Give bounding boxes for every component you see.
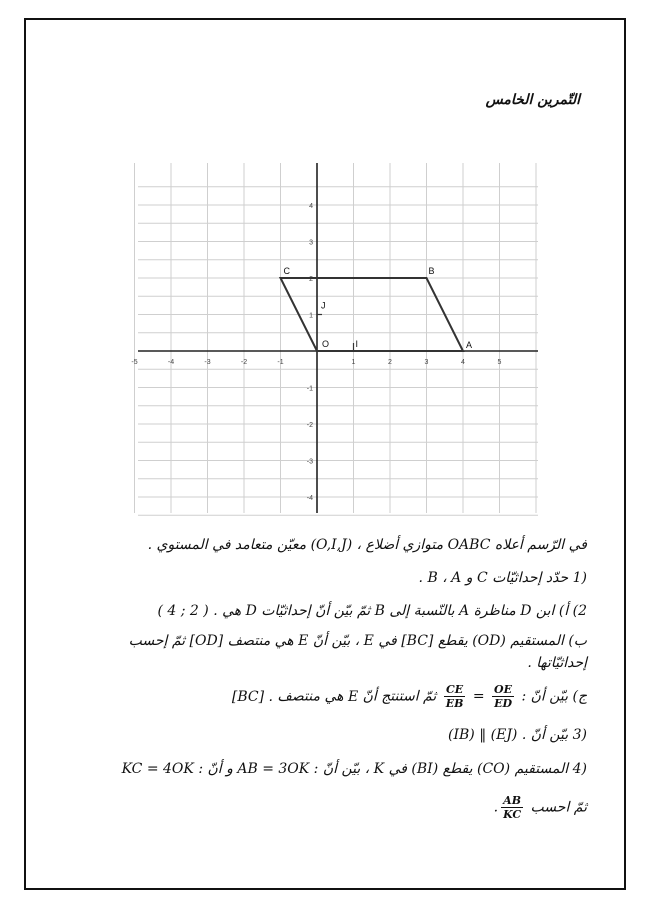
- question-4-ratio: ثمّ احسب $\frac{AB}{KC}$ .: [493, 794, 587, 821]
- fraction-denominator: EB: [445, 697, 464, 710]
- fraction-denominator: KC: [503, 808, 522, 821]
- q4-eq-1: AB = 3OK: [237, 761, 310, 777]
- question-2c: [232, 683, 587, 710]
- y-tick-label: -4: [306, 495, 313, 502]
- q4-bi: (BI): [411, 761, 439, 777]
- q2a-text-3: بالنّسبة إلى: [389, 603, 455, 619]
- x-tick-label: -1: [277, 359, 284, 366]
- fraction-ce-eb: [444, 683, 466, 710]
- q4-text-5: و أنّ :: [198, 761, 233, 777]
- q4-label: 4): [572, 761, 587, 777]
- q4-text-2: يقطع: [442, 761, 473, 777]
- q2c-text-1: بيّن أنّ :: [521, 688, 569, 705]
- q2c-text-2: ثمّ استنتج أنّ: [362, 688, 437, 705]
- q2a-a: A: [458, 603, 470, 619]
- q2c-bc: [BC] .: [231, 688, 273, 705]
- q1-points: C و B ، A .: [418, 570, 488, 586]
- q2b-text-2: يقطع: [437, 633, 468, 649]
- q2b-text-5: هي منتصف: [227, 633, 294, 649]
- q2a-b: B: [374, 603, 385, 619]
- q2b-e2: E: [298, 633, 309, 649]
- fraction-numerator: AB: [503, 794, 521, 807]
- q2a-d2: D: [245, 603, 257, 619]
- grid-lines: [135, 163, 539, 515]
- question-1: [419, 570, 587, 586]
- q4-eq-2: KC = 4OK: [121, 761, 194, 777]
- q2b-e: E: [363, 633, 374, 649]
- x-tick-label: 4: [461, 359, 465, 366]
- intro-text-3: معيّن متعامد في المستوي .: [147, 537, 307, 553]
- q2b-label: ب): [568, 633, 587, 649]
- question-3: [448, 727, 587, 743]
- q2b-text-4: ، بيّن أنّ: [312, 633, 360, 649]
- intro-text-1: في الرّسم أعلاه: [494, 537, 587, 553]
- q2a-label: 2) أ): [558, 603, 587, 619]
- y-tick-label: -1: [306, 385, 313, 393]
- fraction-oe-ed: [492, 683, 514, 710]
- q3-expression: (IB) ‖ (EJ) .: [448, 727, 527, 743]
- x-tick-label: -4: [167, 359, 175, 366]
- exercise-title: التّمرين الخامس: [485, 92, 580, 108]
- x-tick-label: 2: [388, 359, 392, 366]
- q2c-label: ج): [572, 688, 587, 705]
- q4-k: K: [373, 761, 385, 777]
- q3-text: بيّن أنّ: [530, 727, 569, 743]
- q2b-bc: [BC]: [401, 633, 434, 649]
- label-o: O: [322, 339, 330, 349]
- q2a-coords: ( 4 ; 2 ) .: [157, 603, 218, 619]
- y-tick-label: 1: [309, 312, 313, 320]
- q2b-text-3: في: [378, 633, 397, 649]
- q3-label: 3): [572, 727, 587, 743]
- q2c-e: E: [347, 688, 359, 705]
- q1-label: 1): [572, 570, 587, 586]
- q2b-text-1: المستقيم: [510, 633, 564, 649]
- x-tick-label: -2: [240, 359, 248, 366]
- q4-text-4: ، بيّن أنّ :: [313, 761, 370, 777]
- q4-co: (CO): [477, 761, 511, 777]
- label-i: I: [355, 339, 359, 349]
- question-2b: [117, 630, 587, 674]
- q2a-d: D: [520, 603, 532, 619]
- q2a-text-4: ثمّ بيّن أنّ إحداثيّات: [261, 603, 371, 619]
- y-tick-label: -2: [306, 422, 313, 429]
- label-a: A: [466, 340, 473, 350]
- q2a-text-2: مناظرة: [473, 603, 516, 619]
- fraction-ab-kc: [501, 794, 523, 821]
- x-tick-label: -3: [204, 359, 211, 366]
- label-c: C: [283, 266, 290, 276]
- q2b-od: (OD): [472, 633, 506, 649]
- question-4: [122, 761, 587, 777]
- fraction-denominator: ED: [494, 697, 512, 710]
- q2c-equation: [441, 683, 517, 710]
- x-tick-label: 3: [424, 359, 429, 366]
- intro-oij: (O,I,J): [310, 537, 353, 553]
- q4-text-3: في: [388, 761, 407, 777]
- fraction-numerator: OE: [494, 683, 513, 696]
- q2a-text-5: هي: [222, 603, 242, 619]
- x-tick-label: -5: [131, 359, 138, 366]
- q2b-od2: [OD]: [189, 633, 224, 649]
- intro-text-2: متوازي أضلاع ،: [356, 537, 444, 553]
- y-tick-label: 4: [309, 203, 313, 210]
- q2b-text-6: ثمّ إحسب إحداثيّاتها .: [128, 633, 587, 671]
- intro-oabc: OABC: [447, 537, 491, 553]
- q2c-text-3: هي منتصف: [277, 688, 344, 705]
- q2a-text-1: ابن: [535, 603, 555, 619]
- q4-text-1: المستقيم: [514, 761, 569, 777]
- label-b: B: [428, 266, 435, 276]
- fraction-numerator: CE: [445, 683, 464, 696]
- x-tick-label: 1: [351, 359, 356, 366]
- y-tick-label: 2: [309, 276, 313, 283]
- y-tick-label: -3: [306, 458, 313, 466]
- label-j: J: [321, 300, 326, 311]
- x-tick-label: 5: [497, 359, 502, 366]
- intro-line: [148, 537, 587, 553]
- equals-sign: =: [472, 688, 485, 705]
- question-2a: [157, 603, 587, 619]
- q1-text: حدّد إحداثيّات: [492, 570, 569, 586]
- q4b-text: ثمّ احسب: [530, 799, 587, 816]
- y-tick-label: 3: [309, 239, 313, 247]
